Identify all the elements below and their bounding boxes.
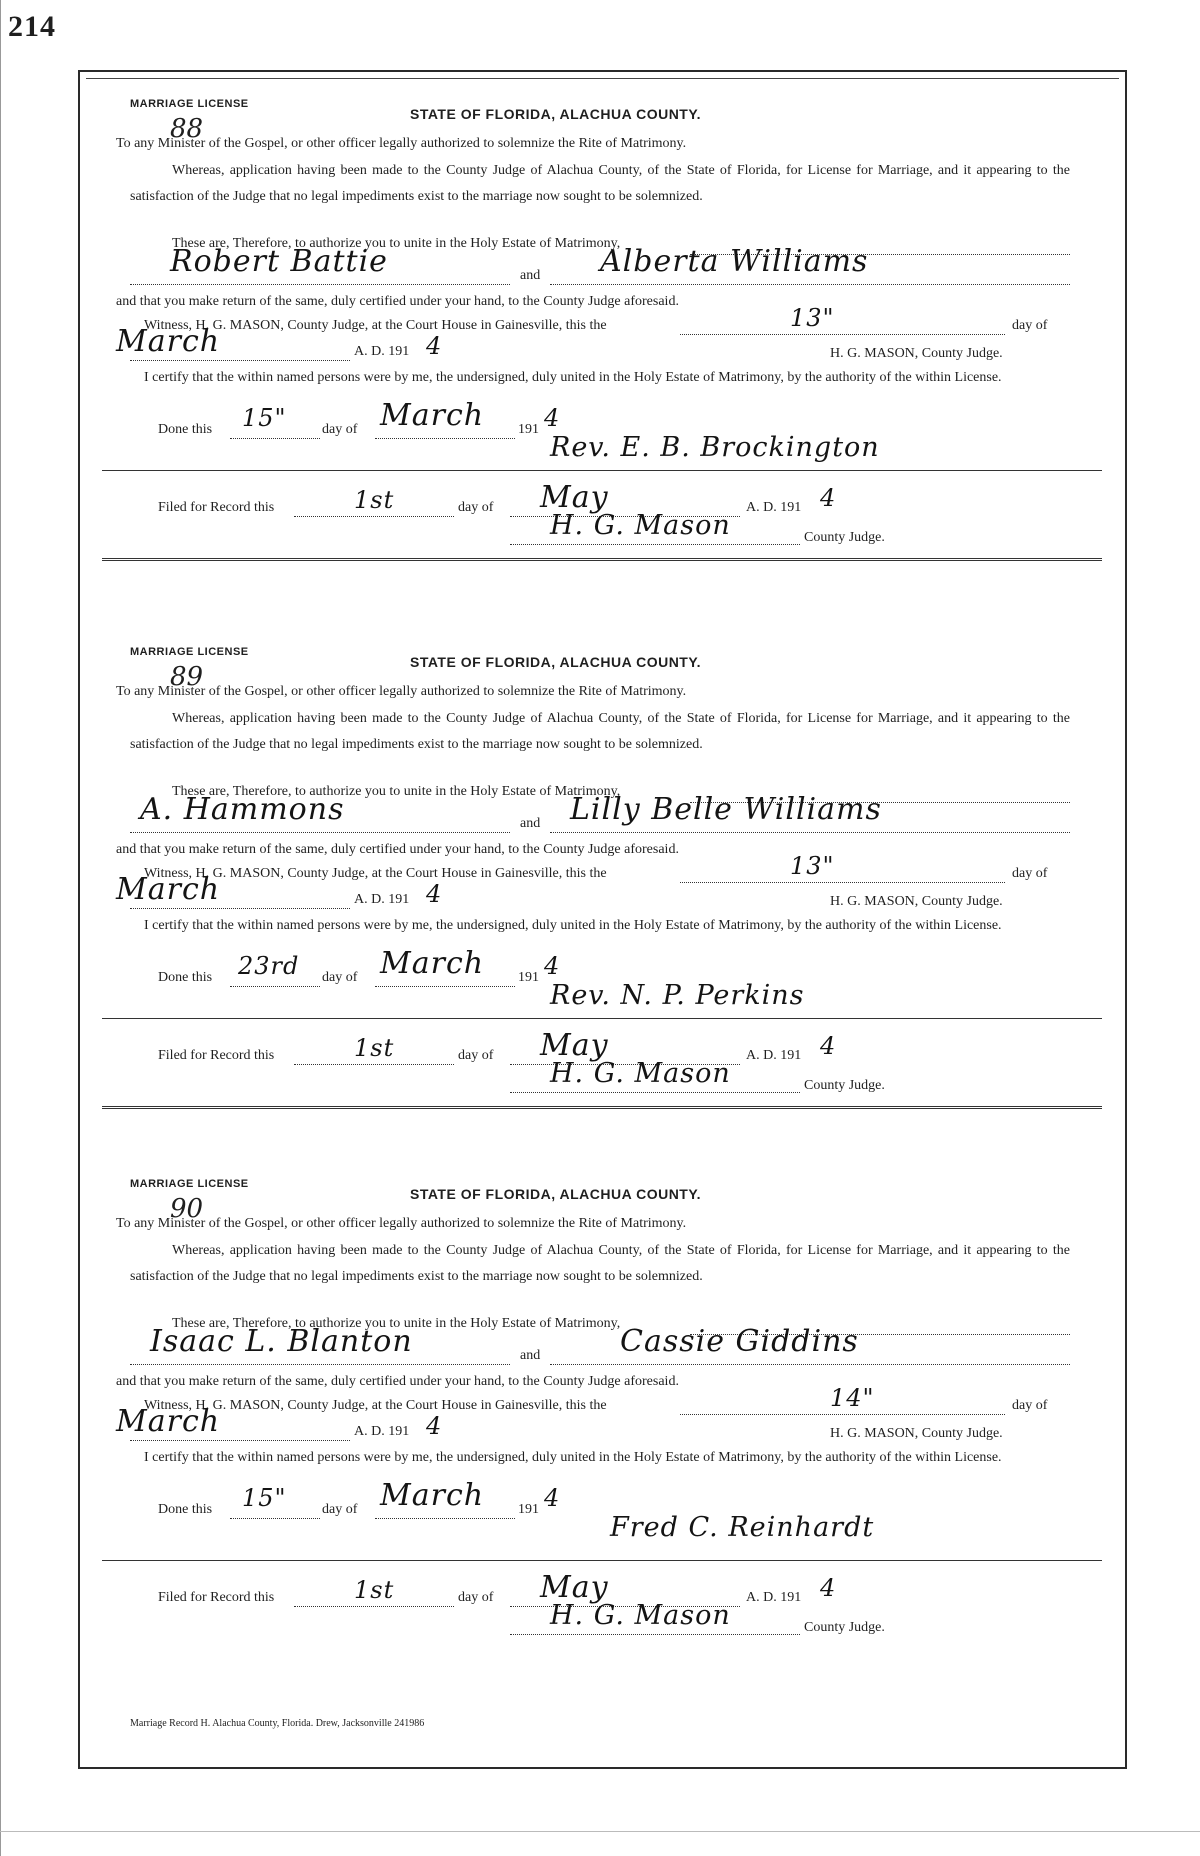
witness-text: Witness, H. G. MASON, County Judge, at the Court House in Gainesville, this the <box>144 866 607 881</box>
return-text: and that you make return of the same, duly certified under your hand, to the County Judge aforesaid. <box>116 842 679 857</box>
section-divider <box>102 470 1102 471</box>
judge-signature: H. G. Mason <box>550 510 731 541</box>
county-judge-text: County Judge. <box>804 1620 885 1635</box>
filed-text: Filed for Record this <box>158 1048 275 1063</box>
day-of-text: day of <box>1012 1398 1048 1413</box>
done-this-text: Done this <box>158 970 213 985</box>
marriage-license-1 <box>116 98 1080 618</box>
done-month: March <box>380 398 485 433</box>
filed-month: May <box>540 1028 609 1063</box>
officiant-signature: Fred C. Reinhardt <box>610 1512 875 1543</box>
license-separator <box>102 558 1102 561</box>
done-day: 15" <box>242 1484 287 1512</box>
license-number: 88 <box>170 114 204 144</box>
witness-month: March <box>116 324 221 359</box>
groom-name: Isaac L. Blanton <box>150 1324 413 1359</box>
page-number: 214 <box>8 10 56 43</box>
county-judge-text: County Judge. <box>804 530 885 545</box>
return-text: and that you make return of the same, duly certified under your hand, to the County Judge aforesaid. <box>116 1374 679 1389</box>
done-year: 4 <box>544 404 561 432</box>
marriage-license-3 <box>116 1178 1080 1698</box>
filed-year: 4 <box>820 1574 837 1602</box>
done-day-of-text: day of <box>322 422 358 437</box>
authorize-text: These are, Therefore, to authorize you to unite in the Holy Estate of Matrimony, <box>172 236 621 251</box>
and-text: and <box>520 1348 541 1363</box>
filed-month: May <box>540 480 609 515</box>
license-separator <box>102 1106 1102 1109</box>
filed-day-of-text: day of <box>458 1590 494 1605</box>
judge-signature: H. G. Mason <box>550 1600 731 1631</box>
intro-text: To any Minister of the Gospel, or other officer legally authorized to solemnize the Rite of Matrimony. <box>116 136 687 151</box>
page-bottom-edge <box>0 1831 1200 1832</box>
intro-text: To any Minister of the Gospel, or other officer legally authorized to solemnize the Rite of Matrimony. <box>116 1216 687 1231</box>
filed-day: 1st <box>354 1576 395 1604</box>
judge-printed: H. G. MASON, County Judge. <box>830 346 1003 361</box>
authorize-text: These are, Therefore, to authorize you to unite in the Holy Estate of Matrimony, <box>172 784 621 799</box>
filed-text: Filed for Record this <box>158 1590 275 1605</box>
filed-day: 1st <box>354 486 395 514</box>
done-year: 4 <box>544 952 561 980</box>
filed-text: Filed for Record this <box>158 500 275 515</box>
license-header: MARRIAGE LICENSE <box>130 646 249 658</box>
done-this-text: Done this <box>158 1502 213 1517</box>
filed-ad-text: A. D. 191 <box>746 1048 802 1063</box>
county-judge-text: County Judge. <box>804 1078 885 1093</box>
filed-ad-text: A. D. 191 <box>746 500 802 515</box>
witness-text: Witness, H. G. MASON, County Judge, at the Court House in Gainesville, this the <box>144 318 607 333</box>
done-month: March <box>380 946 485 981</box>
intro-text: To any Minister of the Gospel, or other officer legally authorized to solemnize the Rite of Matrimony. <box>116 684 687 699</box>
judge-signature: H. G. Mason <box>550 1058 731 1089</box>
bride-name: Alberta Williams <box>600 244 869 279</box>
witness-day: 13" <box>790 304 835 332</box>
done-this-text: Done this <box>158 422 213 437</box>
license-header: MARRIAGE LICENSE <box>130 98 249 110</box>
groom-name: A. Hammons <box>140 792 345 827</box>
witness-year: 4 <box>426 1412 443 1440</box>
printer-footer: Marriage Record H. Alachua County, Florida. Drew, Jacksonville 241986 <box>130 1718 425 1729</box>
filed-month: May <box>540 1570 609 1605</box>
state-title: STATE OF FLORIDA, ALACHUA COUNTY. <box>410 1186 702 1202</box>
ad-text: A. D. 191 <box>354 344 410 359</box>
done-year-prefix: 191 <box>518 970 539 985</box>
certify-text: I certify that the within named persons were by me, the undersigned, duly united in the Holy Estate of Matrimony, by the authority of the within License. <box>144 918 1002 933</box>
page-left-edge <box>0 0 1 1856</box>
ad-text: A. D. 191 <box>354 892 410 907</box>
marriage-license-2 <box>116 646 1080 1166</box>
day-of-text: day of <box>1012 318 1048 333</box>
done-year: 4 <box>544 1484 561 1512</box>
license-header: MARRIAGE LICENSE <box>130 1178 249 1190</box>
officiant-signature: Rev. N. P. Perkins <box>550 980 805 1011</box>
done-day-of-text: day of <box>322 1502 358 1517</box>
license-number: 90 <box>170 1194 204 1224</box>
done-year-prefix: 191 <box>518 1502 539 1517</box>
certify-text: I certify that the within named persons were by me, the undersigned, duly united in the Holy Estate of Matrimony, by the authority of the within License. <box>144 1450 1002 1465</box>
done-day: 23rd <box>238 952 300 980</box>
ad-text: A. D. 191 <box>354 1424 410 1439</box>
judge-printed: H. G. MASON, County Judge. <box>830 1426 1003 1441</box>
whereas-paragraph: Whereas, application having been made to the County Judge of Alachua County, of the State of Florida, for License for Marriage, and it appearing to the satisfaction of the Judge that no legal impediments exist to the marriage now sought to be solemnized. <box>130 1243 1070 1284</box>
whereas-paragraph: Whereas, application having been made to the County Judge of Alachua County, of the State of Florida, for License for Marriage, and it appearing to the satisfaction of the Judge that no legal impediments exist to the marriage now sought to be solemnized. <box>130 163 1070 204</box>
judge-printed: H. G. MASON, County Judge. <box>830 894 1003 909</box>
filed-day-of-text: day of <box>458 1048 494 1063</box>
done-year-prefix: 191 <box>518 422 539 437</box>
and-text: and <box>520 816 541 831</box>
filed-day: 1st <box>354 1034 395 1062</box>
witness-text: Witness, H. G. MASON, County Judge, at the Court House in Gainesville, this the <box>144 1398 607 1413</box>
section-divider <box>102 1560 1102 1561</box>
filed-year: 4 <box>820 484 837 512</box>
license-number: 89 <box>170 662 204 692</box>
witness-day: 13" <box>790 852 835 880</box>
certify-text: I certify that the within named persons were by me, the undersigned, duly united in the Holy Estate of Matrimony, by the authority of the within License. <box>144 370 1002 385</box>
and-text: and <box>520 268 541 283</box>
done-month: March <box>380 1478 485 1513</box>
witness-month: March <box>116 1404 221 1439</box>
officiant-signature: Rev. E. B. Brockington <box>550 432 880 463</box>
done-day-of-text: day of <box>322 970 358 985</box>
day-of-text: day of <box>1012 866 1048 881</box>
authorize-text: These are, Therefore, to authorize you to unite in the Holy Estate of Matrimony, <box>172 1316 621 1331</box>
state-title: STATE OF FLORIDA, ALACHUA COUNTY. <box>410 106 702 122</box>
filed-year: 4 <box>820 1032 837 1060</box>
witness-year: 4 <box>426 880 443 908</box>
section-divider <box>102 1018 1102 1019</box>
filed-ad-text: A. D. 191 <box>746 1590 802 1605</box>
return-text: and that you make return of the same, duly certified under your hand, to the County Judge aforesaid. <box>116 294 679 309</box>
state-title: STATE OF FLORIDA, ALACHUA COUNTY. <box>410 654 702 670</box>
witness-month: March <box>116 872 221 907</box>
filed-day-of-text: day of <box>458 500 494 515</box>
witness-day: 14" <box>830 1384 875 1412</box>
groom-name: Robert Battie <box>170 244 388 279</box>
done-day: 15" <box>242 404 287 432</box>
witness-year: 4 <box>426 332 443 360</box>
bride-name: Cassie Giddins <box>620 1324 859 1359</box>
whereas-paragraph: Whereas, application having been made to the County Judge of Alachua County, of the State of Florida, for License for Marriage, and it appearing to the satisfaction of the Judge that no legal impediments exist to the marriage now sought to be solemnized. <box>130 711 1070 752</box>
bride-name: Lilly Belle Williams <box>570 792 882 827</box>
